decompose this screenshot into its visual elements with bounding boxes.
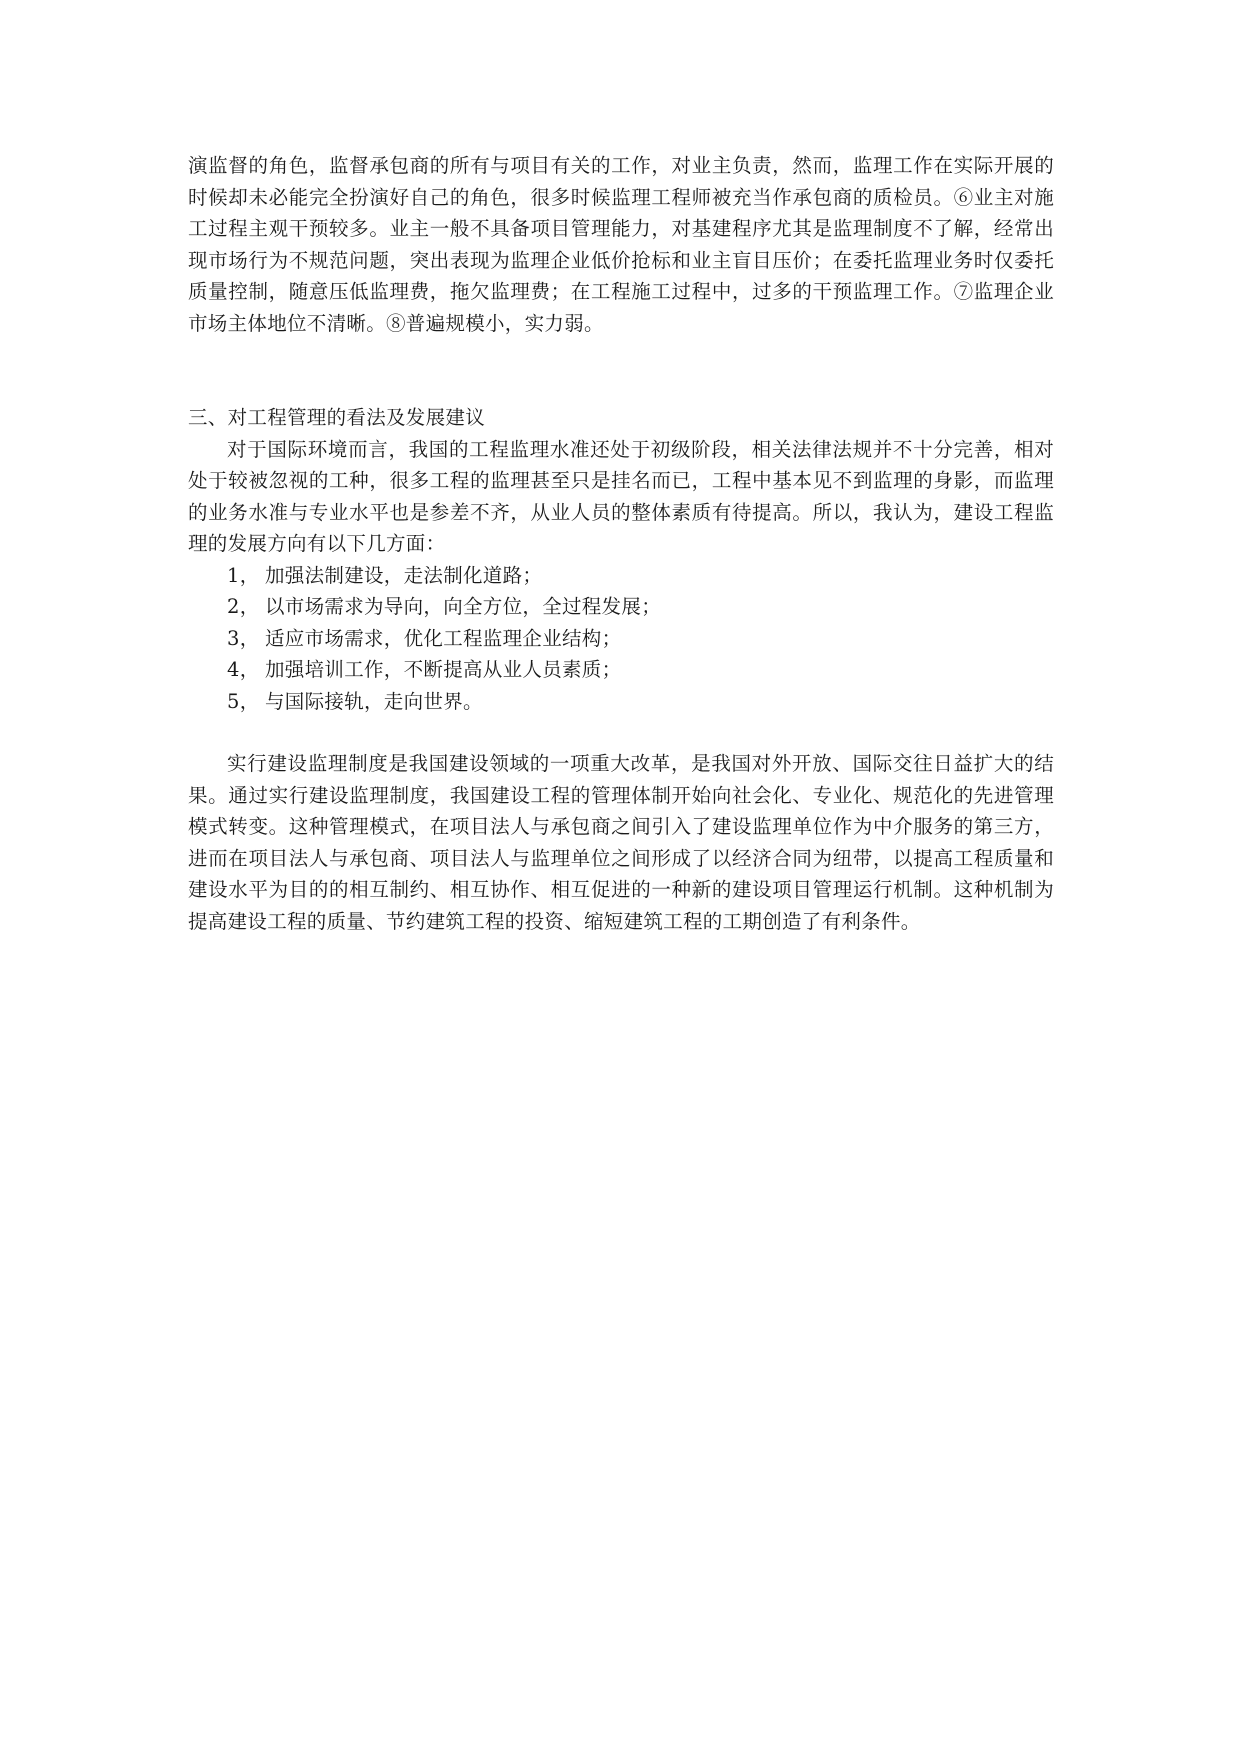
intro-paragraph: 演监督的角色，监督承包商的所有与项目有关的工作，对业主负责，然而，监理工作在实际开展的时候却未必能完全扮演好自己的角色，很多时候监理工程师被充当作承包商的质检员。⑥业主对施工过程主观干预较多。业主一般不具备项目管理能力，对基建程序尤其是监理制度不了解，经常出现市场行为不规范问题，突出表现为监理企业低价抢标和业主盲目压价；在委托监理业务时仅委托质量控制，随意压低监理费，拖欠监理费；在工程施工过程中，过多的干预监理工作。⑦监理企业市场主体地位不清晰。⑧普遍规模小，实力弱。 bbox=[188, 154, 1054, 335]
list-item-number: 3， bbox=[227, 626, 260, 650]
list-item-text: 适应市场需求，优化工程监理企业结构； bbox=[265, 626, 622, 650]
list-item-number: 1， bbox=[227, 563, 260, 587]
recommendation-list bbox=[188, 560, 1054, 718]
section-3 bbox=[188, 402, 1054, 717]
section-3-paragraph: 对于国际环境而言，我国的工程监理水准还处于初级阶段，相关法律法规并不十分完善，相对处于较被忽视的工种，很多工程的监理甚至只是挂名而已，工程中基本见不到监理的身影，而监理的业务水准与专业水平也是参差不齐，从业人员的整体素质有待提高。所以，我认为，建设工程监理的发展方向有以下几方面： bbox=[188, 437, 1054, 555]
list-item bbox=[188, 623, 1054, 655]
list-item-text: 加强法制建设，走法制化道路； bbox=[265, 563, 543, 587]
list-item-number: 4， bbox=[227, 658, 260, 681]
list-item bbox=[188, 591, 1054, 623]
list-item-number: 5， bbox=[227, 689, 260, 713]
list-item bbox=[188, 560, 1054, 592]
list-item-text: 加强培训工作，不断提高从业人员素质； bbox=[265, 658, 622, 681]
closing-paragraph: 实行建设监理制度是我国建设领域的一项重大改革，是我国对外开放、国际交往日益扩大的结果。通过实行建设监理制度，我国建设工程的管理体制开始向社会化、专业化、规范化的先进管理模式转变。这种管理模式，在项目法人与承包商之间引入了建设监理单位作为中介服务的第三方，进而在项目法人与承包商、项目法人与监理单位之间形成了以经济合同为纽带，以提高工程质量和建设水平为目的的相互制约、相互协作、相互促进的一种新的建设项目管理运行机制。这种机制为提高建设工程的质量、节约建筑工程的投资、缩短建筑工程的工期创造了有利条件。 bbox=[188, 752, 1054, 933]
list-item bbox=[188, 654, 1054, 686]
list-item bbox=[188, 686, 1054, 718]
list-item-number: 2， bbox=[227, 595, 260, 618]
list-item-text: 以市场需求为导向，向全方位，全过程发展； bbox=[265, 595, 662, 618]
list-item-text: 与国际接轨，走向世界。 bbox=[265, 689, 483, 713]
section-3-title: 三、对工程管理的看法及发展建议 bbox=[188, 406, 486, 429]
document-body bbox=[188, 150, 1054, 937]
